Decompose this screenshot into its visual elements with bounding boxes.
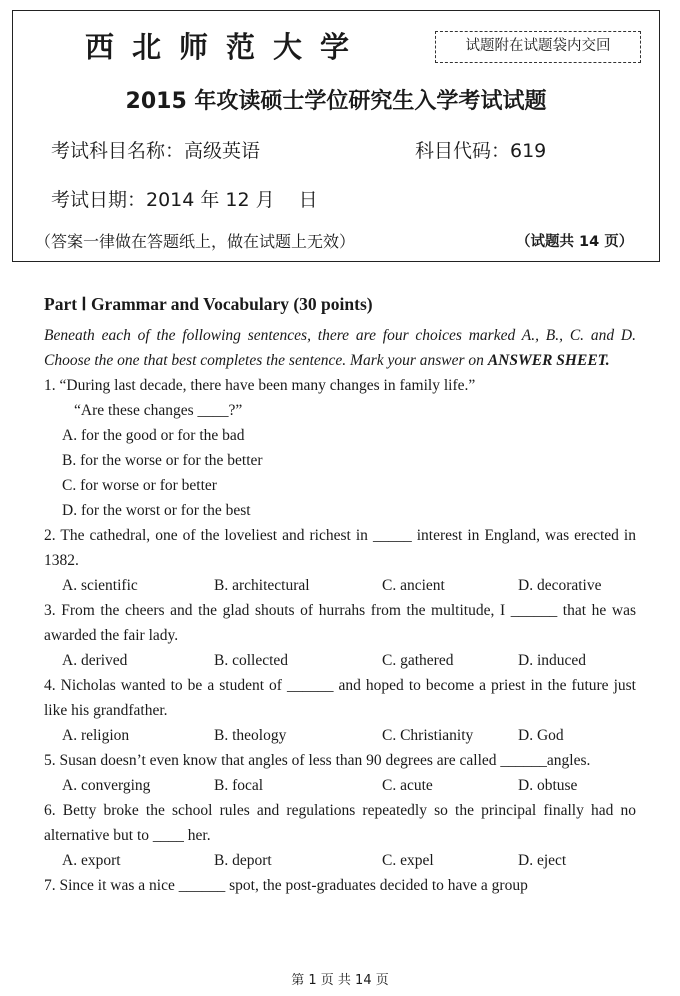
- options-row: [44, 773, 636, 798]
- option-d: D. God: [518, 727, 564, 744]
- options-row: [44, 648, 636, 673]
- subject-name: 考试科目名称：高级英语: [51, 140, 261, 162]
- option-c: C. gathered: [382, 652, 454, 669]
- option-d: D. obtuse: [518, 777, 578, 794]
- question-stem: 2. The cathedral, one of the loveliest and richest in _____ interest in England, was erected in 1382.: [44, 527, 636, 569]
- option-c: C. Christianity: [382, 727, 474, 744]
- exam-content: [44, 292, 636, 898]
- university-name: 西北师范大学: [85, 30, 368, 64]
- question-4: [44, 673, 636, 748]
- option-c: C. acute: [382, 777, 433, 794]
- instruction-text: Beneath each of the following sentences, there are four choices marked A., B., C. and D. Choose the one that best completes the sentence. Mark your answer on: [44, 327, 636, 369]
- question-7: [44, 873, 636, 898]
- subject-code: 科目代码：619: [415, 140, 547, 162]
- option-b: B. for the worse or for the better: [62, 452, 263, 469]
- option-d: D. decorative: [518, 577, 602, 594]
- option-b: B. focal: [214, 777, 264, 794]
- option-a: A. scientific: [62, 577, 138, 594]
- exam-title: 2015 年攻读硕士学位研究生入学考试试题: [125, 89, 547, 114]
- instruction-answer-sheet: ANSWER SHEET.: [487, 352, 610, 369]
- option-d: D. induced: [518, 652, 587, 669]
- part-instruction: [44, 323, 636, 373]
- question-6: [44, 798, 636, 873]
- exam-header: [12, 10, 660, 262]
- question-stem-quote: “Are these changes ____?”: [74, 402, 243, 419]
- option-b: B. architectural: [214, 577, 310, 594]
- question-stem: 1. “During last decade, there have been many changes in family life.”: [44, 377, 476, 394]
- option-c: C. expel: [382, 852, 434, 869]
- option-d: D. eject: [518, 852, 567, 869]
- options-row: [44, 848, 636, 873]
- options-row: [44, 723, 636, 748]
- exam-date-prefix: 考试日期：2014 年 12 月: [51, 189, 275, 211]
- return-notice-box: 试题附在试题袋内交回: [435, 31, 641, 63]
- question-stem: 5. Susan doesn’t even know that angles of less than 90 degrees are called ______angles.: [44, 752, 591, 769]
- option-c: C. for worse or for better: [62, 477, 217, 494]
- options-row: [44, 573, 636, 598]
- option-b: B. deport: [214, 852, 272, 869]
- question-1: [44, 373, 636, 523]
- option-a: A. converging: [62, 777, 151, 794]
- question-3: [44, 598, 636, 673]
- question-stem: 4. Nicholas wanted to be a student of ______ and hoped to become a priest in the future just like his grandfather.: [44, 677, 636, 719]
- page-count-note: （试题共 14 页）: [516, 234, 634, 250]
- option-a: A. for the good or for the bad: [62, 427, 245, 444]
- question-stem: 3. From the cheers and the glad shouts of hurrahs from the multitude, I ______ that he was awarded the fair lady.: [44, 602, 636, 644]
- option-a: A. export: [62, 852, 121, 869]
- option-a: A. religion: [62, 727, 130, 744]
- question-stem: 7. Since it was a nice ______ spot, the post-graduates decided to have a group: [44, 877, 528, 894]
- question-5: [44, 748, 636, 798]
- option-b: B. theology: [214, 727, 287, 744]
- answer-instruction: （答案一律做在答题纸上，做在试题上无效）: [35, 232, 356, 251]
- option-c: C. ancient: [382, 577, 445, 594]
- exam-date: [51, 185, 318, 212]
- page-footer: 第 1 页 共 14 页: [291, 973, 389, 988]
- part-title: Part Ⅰ Grammar and Vocabulary (30 points): [44, 294, 373, 314]
- question-stem: 6. Betty broke the school rules and regulations repeatedly so the principal finally had no alternative but to ____ her.: [44, 802, 636, 844]
- option-b: B. collected: [214, 652, 289, 669]
- question-2: [44, 523, 636, 598]
- option-a: A. derived: [62, 652, 128, 669]
- exam-date-suffix: 日: [298, 189, 318, 211]
- option-d: D. for the worst or for the best: [62, 502, 251, 519]
